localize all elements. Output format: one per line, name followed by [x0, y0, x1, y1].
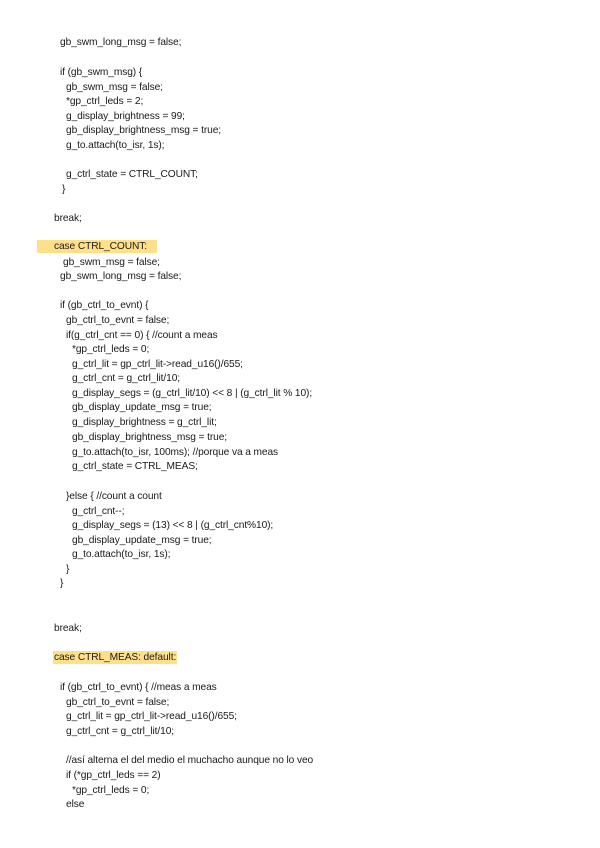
code-line: break; [54, 213, 82, 224]
code-line: if (gb_swm_msg) { [60, 67, 143, 78]
code-line: } [66, 564, 70, 575]
code-line: g_ctrl_cnt = g_ctrl_lit/10; [66, 726, 175, 737]
code-line: gb_ctrl_to_evnt = false; [66, 315, 170, 326]
code-line: if (*gp_ctrl_leds == 2) [66, 770, 161, 781]
code-line: gb_swm_long_msg = false; [60, 271, 182, 282]
code-line: g_ctrl_lit = gp_ctrl_lit->read_u16()/655; [72, 359, 243, 370]
code-line: *gp_ctrl_leds = 0; [72, 785, 150, 796]
code-line: gb_display_brightness_msg = true; [66, 125, 221, 136]
comment-line: //así alterna el del medio el muchacho aunque no lo veo [66, 755, 314, 766]
code-line: gb_swm_msg = false; [63, 257, 160, 268]
code-line: g_ctrl_state = CTRL_MEAS; [72, 461, 198, 472]
code-line: }else { //count a count [66, 491, 162, 502]
code-line: *gp_ctrl_leds = 2; [66, 96, 144, 107]
code-line: g_ctrl_cnt--; [72, 506, 125, 517]
code-line: gb_swm_msg = false; [66, 82, 163, 93]
code-line: g_display_segs = (13) << 8 | (g_ctrl_cnt%10); [72, 520, 274, 531]
code-line: *gp_ctrl_leds = 0; [72, 344, 150, 355]
code-line: gb_display_update_msg = true; [72, 535, 212, 546]
case-label-highlighted: case CTRL_MEAS: default: [54, 652, 177, 663]
code-line: g_ctrl_lit = gp_ctrl_lit->read_u16()/655; [66, 711, 237, 722]
code-line: g_ctrl_cnt = g_ctrl_lit/10; [72, 373, 181, 384]
code-line: g_display_brightness = g_ctrl_lit; [72, 417, 217, 428]
code-line: g_ctrl_state = CTRL_COUNT; [66, 169, 198, 180]
code-line: g_to.attach(to_isr, 100ms); //porque va a meas [72, 447, 279, 458]
code-line: g_display_brightness = 99; [66, 111, 185, 122]
code-line: } [62, 184, 66, 195]
code-line: gb_display_update_msg = true; [72, 402, 212, 413]
code-line: if(g_ctrl_cnt == 0) { //count a meas [66, 330, 218, 341]
code-line: break; [54, 623, 82, 634]
code-line: if (gb_ctrl_to_evnt) { [60, 300, 149, 311]
code-line: gb_swm_long_msg = false; [60, 37, 182, 48]
case-label-highlighted: case CTRL_COUNT: [54, 241, 147, 252]
code-line: gb_ctrl_to_evnt = false; [66, 697, 170, 708]
code-line: gb_display_brightness_msg = true; [72, 432, 227, 443]
code-line: g_display_segs = (g_ctrl_lit/10) << 8 | (g_ctrl_lit % 10); [72, 388, 313, 399]
code-line: g_to.attach(to_isr, 1s); [72, 549, 171, 560]
code-line: g_to.attach(to_isr, 1s); [66, 140, 165, 151]
code-line: else [66, 799, 85, 810]
code-line: if (gb_ctrl_to_evnt) { //meas a meas [60, 682, 217, 693]
code-line: } [60, 578, 64, 589]
